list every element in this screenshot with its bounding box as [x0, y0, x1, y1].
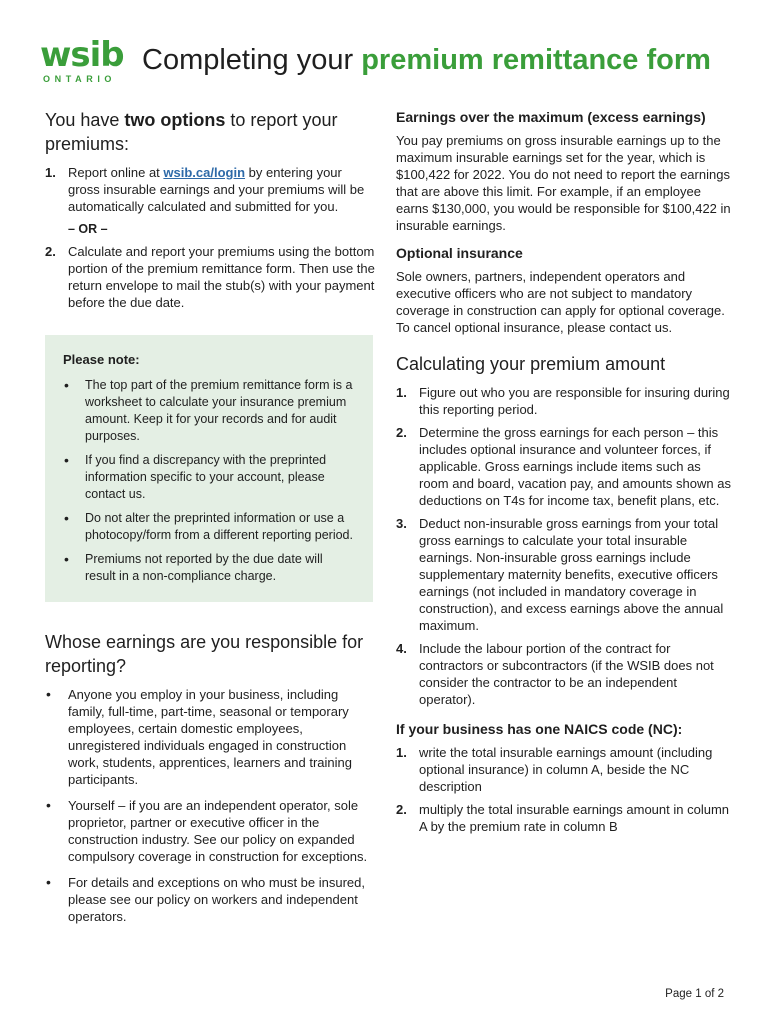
calc-step: 2. Determine the gross earnings for each person – this includes optional insurance and volunteer forces, if applicable. Gross earnings include items such as room and board, vacation pay, and amounts shown as deductions on T4s for income tax, benefit plans, etc.	[396, 425, 731, 508]
whose-item: • Anyone you employ in your business, including family, full-time, part-time, seasonal or temporary employees, certain domestic employees, unregistered individuals engaged in construction work, students, apprentices, learners and training participants.	[45, 686, 377, 788]
note-list	[63, 377, 355, 585]
calc-step: 3. Deduct non-insurable gross earnings from your total gross earnings to calculate your total insurable earnings. Non-insurable gross earnings include supplementary maternity benefits, executive officers earnings (not included in mandatory coverage in construction), and excess earnings above the annual maximum.	[396, 516, 724, 633]
whose-item: • For details and exceptions on who must be insured, please see our policy on workers and independent operators.	[45, 874, 377, 925]
optional-insurance-heading: Optional insurance	[396, 245, 523, 261]
note-item: • Do not alter the preprinted information or use a photocopy/form from a different reporting period.	[63, 510, 355, 544]
right-column	[396, 108, 731, 841]
page-title-plain: Completing your	[142, 44, 362, 76]
option-item: 1. Report online at wsib.ca/login by entering your gross insurable earnings and your premiums will be automatically calculated and submitted for you.	[45, 165, 365, 214]
calculating-steps	[396, 384, 731, 708]
or-divider: – OR –	[68, 222, 108, 236]
naics-steps	[396, 744, 731, 835]
naics-step: 1. write the total insurable earnings amount (including optional insurance) in column A, beside the NC description	[396, 745, 713, 794]
whose-earnings-list	[45, 686, 377, 925]
note-heading: Please note:	[63, 352, 140, 367]
whose-item: • Yourself – if you are an independent operator, sole proprietor, partner or executive officer in the construction industry. See our policy on expanded compulsory coverage in construction for exceptions.	[45, 797, 377, 865]
options-list-2	[45, 243, 377, 311]
note-item: • Premiums not reported by the due date will result in a non-compliance charge.	[63, 551, 355, 585]
left-column	[45, 108, 377, 934]
calc-step: 4. Include the labour portion of the contract for contractors or subcontractors (if the WSIB does not consider the contractor to be an independent operator).	[396, 641, 714, 707]
excess-earnings-heading: Earnings over the maximum (excess earnings)	[396, 109, 706, 125]
logo-subtitle: ONTARIO	[43, 74, 117, 84]
naics-step: 2. multiply the total insurable earnings amount in column A by the premium rate in column B	[396, 802, 730, 834]
excess-earnings-text: You pay premiums on gross insurable earnings up to the maximum insurable earnings set for the year, which is $100,422 for 2022. You do not need to report the earnings that are above this limit. For example, if an employee earns $130,000, you would be responsible for $100,422 in insurable earnings.	[396, 133, 731, 233]
optional-insurance-text: Sole owners, partners, independent operators and executive officers who are not subject to mandatory coverage in construction can apply for optional coverage. To cancel optional insurance, please contact us.	[396, 269, 725, 335]
wsib-login-link[interactable]: wsib.ca/login	[163, 165, 246, 180]
note-item: • If you find a discrepancy with the preprinted information specific to your account, please contact us.	[63, 452, 355, 503]
options-heading: You have two options to report your premiums:	[45, 110, 338, 154]
page-title	[142, 42, 711, 78]
options-list	[45, 164, 377, 215]
page-number: Page 1 of 2	[665, 988, 724, 1000]
calc-step: 1. Figure out who you are responsible for insuring during this reporting period.	[396, 385, 730, 417]
please-note-box	[45, 335, 373, 602]
calculating-heading: Calculating your premium amount	[396, 354, 666, 374]
page-title-accent: premium remittance form	[361, 44, 711, 76]
wsib-logo	[40, 35, 130, 84]
naics-heading: If your business has one NAICS code (NC):	[396, 721, 683, 737]
whose-earnings-heading: Whose earnings are you responsible for reporting?	[45, 632, 364, 676]
logo-wordmark: wsib	[40, 35, 124, 75]
note-item: • The top part of the premium remittance form is a worksheet to calculate your insurance premium amount. Keep it for your records and for audit purposes.	[63, 377, 355, 445]
option-item: 2. Calculate and report your premiums using the bottom portion of the premium remittance form. Then use the return envelope to mail the stub(s) with your payment before the due date.	[45, 244, 375, 310]
